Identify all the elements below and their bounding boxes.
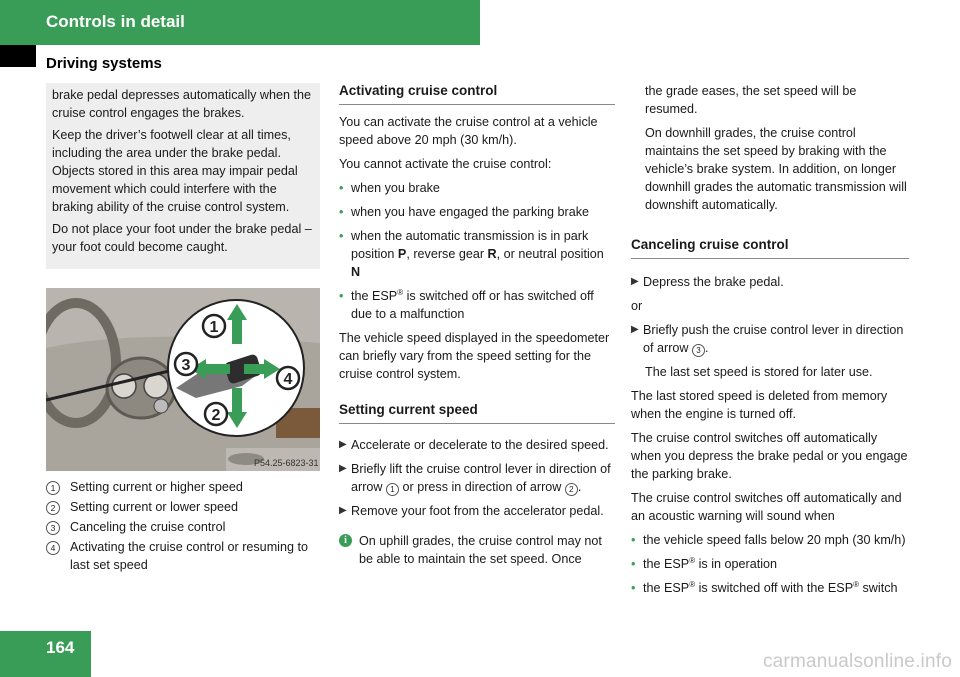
step-text: Remove your foot from the accelerator pedal. bbox=[351, 504, 604, 518]
paragraph: The last stored speed is deleted from memory when the engine is turned off. bbox=[631, 389, 888, 421]
step-item bbox=[631, 273, 909, 291]
bullet-icon: • bbox=[631, 557, 636, 571]
bullet-text: the vehicle speed falls below 20 mph (30 km/h) bbox=[643, 533, 906, 547]
legend-number: 3 bbox=[46, 521, 60, 535]
paragraph: the grade eases, the set speed will be resumed. bbox=[645, 84, 857, 116]
legend-text: Canceling the cruise control bbox=[70, 520, 226, 534]
paragraph: The vehicle speed displayed in the speedometer can briefly vary from the speed setting for the cruise control system. bbox=[339, 331, 610, 381]
legend-item bbox=[46, 518, 326, 536]
info-note bbox=[339, 532, 615, 568]
bullet-icon: • bbox=[339, 205, 344, 219]
legend-item bbox=[46, 538, 326, 574]
step-text: Depress the brake pedal. bbox=[643, 275, 784, 289]
paragraph: or bbox=[631, 299, 643, 313]
step-item bbox=[339, 460, 615, 496]
bullet-text: the ESP® is switched off or has switched off due to a malfunction bbox=[351, 287, 594, 321]
legend-text: Setting current or higher speed bbox=[70, 480, 243, 494]
bullet-text: the ESP® is in operation bbox=[643, 555, 778, 571]
chapter-title: Controls in detail bbox=[46, 12, 185, 31]
cruise-control-figure bbox=[46, 288, 320, 471]
step-item bbox=[339, 436, 615, 454]
step-item bbox=[631, 321, 909, 357]
paragraph: The cruise control switches off automatically and an acoustic warning will sound when bbox=[631, 491, 902, 523]
warning-text-3: Do not place your foot under the brake pedal – your foot could become caught. bbox=[52, 222, 312, 254]
figure-legend bbox=[46, 478, 326, 576]
step-text: Briefly push the cruise control lever in direction of arrow 3 . bbox=[643, 323, 904, 355]
bullet-icon: • bbox=[631, 581, 636, 595]
bullet-text: when you have engaged the parking brake bbox=[351, 205, 590, 219]
paragraph: On downhill grades, the cruise control maintains the set speed by braking with the vehicle’s brake system. In addition, on longer downhill grades the automatic transmission will downshift automatically. bbox=[645, 126, 907, 212]
legend-number: 4 bbox=[46, 541, 60, 555]
paragraph: The last set speed is stored for later use. bbox=[645, 365, 873, 379]
bullet-text: when you brake bbox=[351, 181, 440, 195]
info-icon: i bbox=[339, 534, 352, 547]
heading-activating: Activating cruise control bbox=[339, 82, 615, 105]
section-marker bbox=[0, 45, 36, 67]
column-middle bbox=[339, 82, 615, 568]
callout-2: 2 bbox=[211, 407, 221, 424]
step-arrow-icon: ▶ bbox=[631, 276, 639, 287]
info-text: On uphill grades, the cruise control may not be able to maintain the set speed. Once bbox=[359, 534, 602, 566]
legend-item bbox=[46, 478, 326, 496]
legend-number: 2 bbox=[46, 501, 60, 515]
legend-item bbox=[46, 498, 326, 516]
legend-text: Activating the cruise control or resuming to last set speed bbox=[70, 540, 308, 572]
page-number: 164 bbox=[46, 638, 75, 657]
legend-number: 1 bbox=[46, 481, 60, 495]
warning-text-1: brake pedal depresses automatically when the cruise control engages the brakes. bbox=[52, 88, 312, 120]
paragraph: The cruise control switches off automatically when you depress the brake pedal or you engage the parking brake. bbox=[631, 431, 908, 481]
step-arrow-icon: ▶ bbox=[631, 324, 639, 335]
paragraph: You cannot activate the cruise control: bbox=[339, 157, 552, 171]
bullet-icon: • bbox=[631, 533, 636, 547]
bullet-item bbox=[631, 555, 909, 573]
callout-1: 1 bbox=[209, 319, 219, 336]
step-text: Accelerate or decelerate to the desired speed. bbox=[351, 438, 609, 452]
cockpit-illustration bbox=[46, 288, 320, 471]
bullet-item bbox=[339, 227, 615, 281]
step-text: Briefly lift the cruise control lever in direction of arrow 1 or press in direction of arrow 2 . bbox=[351, 462, 611, 494]
warning-text-2: Keep the driver’s footwell clear at all times, including the area under the brake pedal. Objects stored in this area may impair pedal movement which could interfere with the braking ability of the cruise control system. bbox=[52, 128, 298, 214]
bullet-text: the ESP® is switched off with the ESP® switch bbox=[643, 579, 898, 595]
step-arrow-icon: ▶ bbox=[339, 439, 347, 450]
warning-box bbox=[46, 83, 320, 269]
bullet-item bbox=[631, 531, 909, 549]
bullet-item bbox=[631, 579, 909, 597]
bullet-item bbox=[339, 287, 615, 323]
callout-3: 3 bbox=[181, 357, 191, 374]
column-right bbox=[631, 82, 909, 603]
bullet-icon: • bbox=[339, 289, 344, 303]
bullet-text: when the automatic transmission is in park position P, reverse gear R, or neutral position N bbox=[351, 229, 604, 279]
step-item bbox=[339, 502, 615, 520]
section-title: Driving systems bbox=[46, 55, 162, 72]
watermark: carmanualsonline.info bbox=[762, 651, 952, 672]
bullet-icon: • bbox=[339, 181, 344, 195]
legend-text: Setting current or lower speed bbox=[70, 500, 239, 514]
heading-canceling: Canceling cruise control bbox=[631, 236, 909, 259]
heading-setting-speed: Setting current speed bbox=[339, 401, 615, 424]
figure-code: P54.25-6823-31 bbox=[254, 458, 319, 468]
paragraph: You can activate the cruise control at a vehicle speed above 20 mph (30 km/h). bbox=[339, 115, 598, 147]
step-arrow-icon: ▶ bbox=[339, 505, 347, 516]
callout-4: 4 bbox=[283, 371, 293, 388]
step-arrow-icon: ▶ bbox=[339, 463, 347, 474]
bullet-icon: • bbox=[339, 229, 344, 243]
bullet-item bbox=[339, 179, 615, 197]
bullet-item bbox=[339, 203, 615, 221]
